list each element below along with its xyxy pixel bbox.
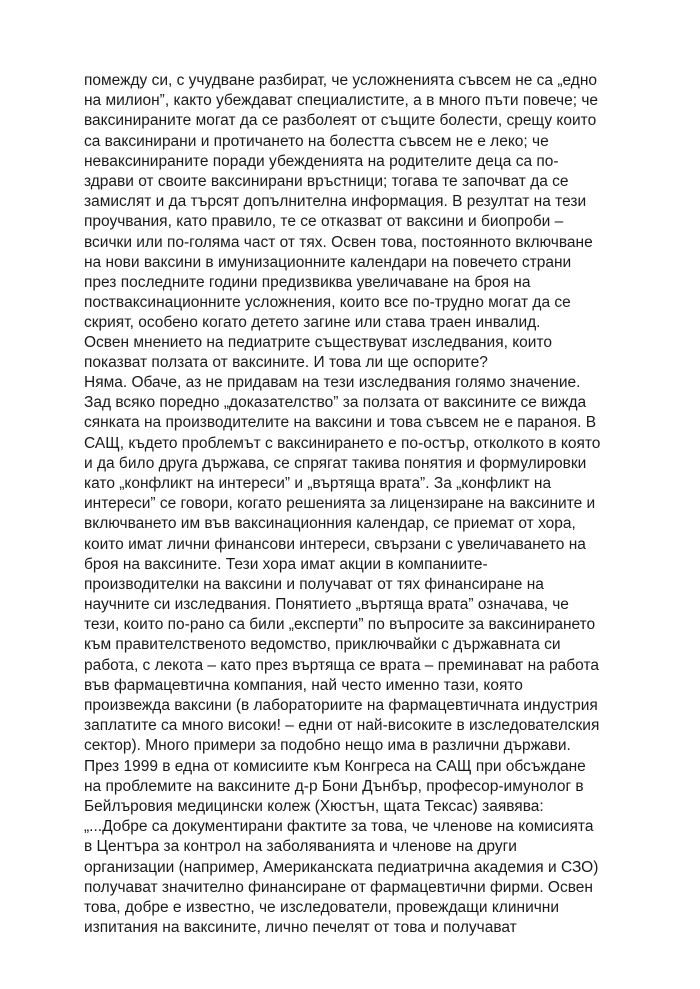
text-line: всички или по-голяма част от тях. Освен това, постоянното включване bbox=[84, 233, 593, 251]
text-line: произвежда ваксини (в лабораториите на фармацевтичната индустрия bbox=[84, 697, 598, 714]
text-line: на проблемите на ваксините д-р Бони Дънбър, професор-имунолог в bbox=[84, 777, 584, 795]
text-line: към правителственото ведомство, приключвайки с държавната си bbox=[84, 636, 561, 654]
text-line: в Центъра за контрол на заболяванията и членове на други bbox=[84, 838, 517, 856]
text-line: поствaксинационните усложнения, които все по-трудно могат да се bbox=[84, 294, 571, 312]
text-line: броя на ваксините. Тези хора имат акции в компаниите- bbox=[84, 555, 488, 573]
text-line: на нови ваксини в имунизационните календари на повечето страни bbox=[84, 253, 572, 271]
text-line: сянката на производителите на ваксини и това съвсем не е параноя. В bbox=[84, 414, 597, 432]
text-line: показват ползата от ваксините. И това ли ще оспорите? bbox=[84, 354, 488, 372]
text-line: като „конфликт на интереси” и „въртяща врата”. За „конфликт на bbox=[84, 474, 552, 492]
text-line: заплатите са много високи! – едни от най-високите в изследователския bbox=[84, 717, 600, 735]
text-line: Зад всяко поредно „доказателство” за ползата от ваксините се вижда bbox=[84, 394, 587, 412]
text-line: здрави от своите ваксинирани връстници; тогава те започват да се bbox=[84, 172, 569, 190]
text-line: във фармацевтична компания, най често именно тази, която bbox=[84, 676, 523, 694]
text-line: интереси” се говори, когато решенията за лицензиране на ваксините и bbox=[84, 495, 596, 513]
text-line: замислят и да търсят допълнителна информация. В резултат на тези bbox=[84, 193, 587, 211]
text-line: помежду си, с учудване разбират, че усложненията съвсем не са „едно bbox=[84, 72, 598, 89]
text-line: организации (например, Американската педиатрична академия и СЗО) bbox=[84, 858, 599, 876]
text-line: са ваксинирани и протичането на болестта съвсем не е леко; че bbox=[84, 132, 549, 150]
text-line: тези, които по-рано са били „експерти” по въпросите за ваксинирането bbox=[84, 616, 596, 634]
text-line: Бейлъровия медицински колеж (Хюстън, щата Тексас) заявява: bbox=[84, 797, 544, 815]
text-line: неваксинираните поради убежденията на родителите деца са по- bbox=[84, 152, 559, 170]
paragraph-3 bbox=[84, 373, 684, 938]
text-line: получават значително финансиране от фармацевтични фирми. Освен bbox=[84, 878, 593, 896]
text-line: които имат лични финансови интереси, свързани с увеличаването на bbox=[84, 535, 586, 553]
text-line: научните си изследвания. Понятието „въртяща врата” означава, че bbox=[84, 596, 569, 614]
text-line: Няма. Обаче, аз не придавам на тези изследвания голямо значение. bbox=[84, 374, 581, 391]
text-line: на милион”, както убеждават специалистите, а в много пъти повече; че bbox=[84, 92, 599, 110]
text-line: ваксинираните могат да се разболеят от същите болести, срещу които bbox=[84, 112, 597, 130]
text-line: проучвания, като правило, те се отказват от ваксини и биопроби – bbox=[84, 213, 564, 231]
text-line: „...Добре са документирани фактите за това, че членове на комисията bbox=[84, 818, 594, 836]
text-line: САЩ, където проблемът с ваксинирането е по-остър, отколкото в която bbox=[84, 434, 601, 452]
text-line: Освен мнението на педиатрите съществуват изследвания, които bbox=[84, 334, 553, 351]
paragraph-1 bbox=[84, 71, 684, 333]
paragraph-2 bbox=[84, 333, 684, 373]
text-line: сектор). Много примери за подобно нещо има в различни държави. bbox=[84, 737, 571, 755]
text-line: и да било друга държава, се спрягат такива понятия и формулировки bbox=[84, 454, 587, 472]
text-line: производителки на ваксини и получават от тях финансиране на bbox=[84, 575, 544, 593]
text-line: изпитания на ваксините, лично печелят от това и получават bbox=[84, 919, 517, 937]
text-line: включването им във ваксинационния календар, се приемат от хора, bbox=[84, 515, 576, 533]
text-line: работа, с лекота – като през въртяща се врата – преминават на работа bbox=[84, 656, 600, 674]
text-line: през последните години предизвиква увеличаване на броя на bbox=[84, 273, 531, 291]
text-line: това, добре е известно, че изследователи, провеждащи клинични bbox=[84, 898, 560, 916]
text-line: През 1999 в една от комисиите към Конгреса на САЩ при обсъждане bbox=[84, 757, 586, 775]
text-line: скрият, особено когато детето загине или става траен инвалид. bbox=[84, 314, 541, 332]
